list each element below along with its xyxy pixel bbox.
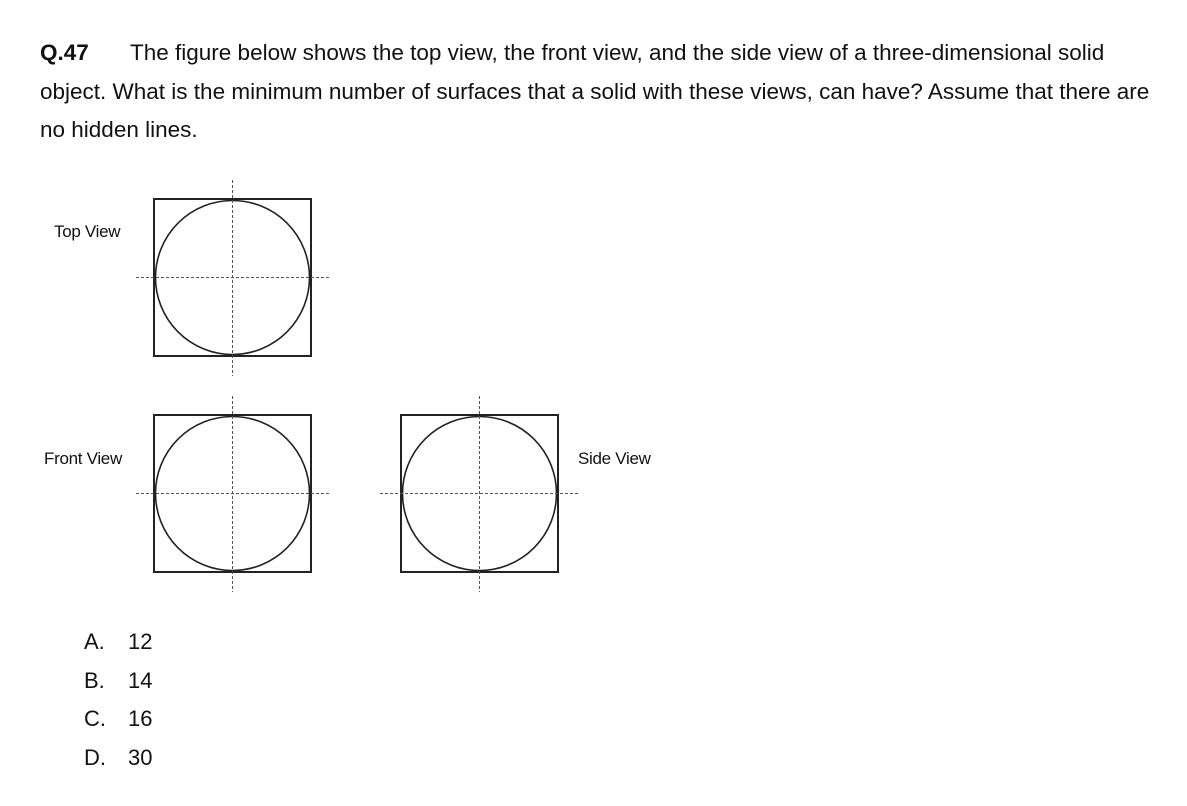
option-b-value: 14 bbox=[128, 667, 153, 693]
side-view-label: Side View bbox=[578, 449, 651, 468]
front-view bbox=[44, 396, 330, 592]
option-a[interactable] bbox=[84, 623, 152, 662]
question-body: The figure below shows the top view, the front view, and the side view of a three-dimensional solid object. What is the minimum number of surfaces that a solid with these views, can have? Assume that there are no hidden lines. bbox=[40, 40, 1150, 142]
option-b[interactable] bbox=[84, 662, 152, 701]
top-view-label: Top View bbox=[54, 222, 121, 241]
option-a-letter: A. bbox=[84, 629, 105, 654]
option-d-value: 30 bbox=[128, 744, 153, 770]
side-view bbox=[380, 396, 652, 592]
option-c-letter: C. bbox=[84, 706, 106, 731]
front-view-label: Front View bbox=[44, 449, 122, 468]
option-d[interactable] bbox=[84, 739, 152, 778]
option-d-letter: D. bbox=[84, 744, 106, 770]
option-c-value: 16 bbox=[128, 706, 153, 731]
question-number: Q.47 bbox=[40, 40, 89, 65]
top-view bbox=[54, 180, 330, 376]
option-b-letter: B. bbox=[84, 667, 105, 693]
option-a-value: 12 bbox=[128, 629, 153, 654]
answer-options bbox=[84, 623, 152, 777]
option-c[interactable] bbox=[84, 700, 152, 739]
